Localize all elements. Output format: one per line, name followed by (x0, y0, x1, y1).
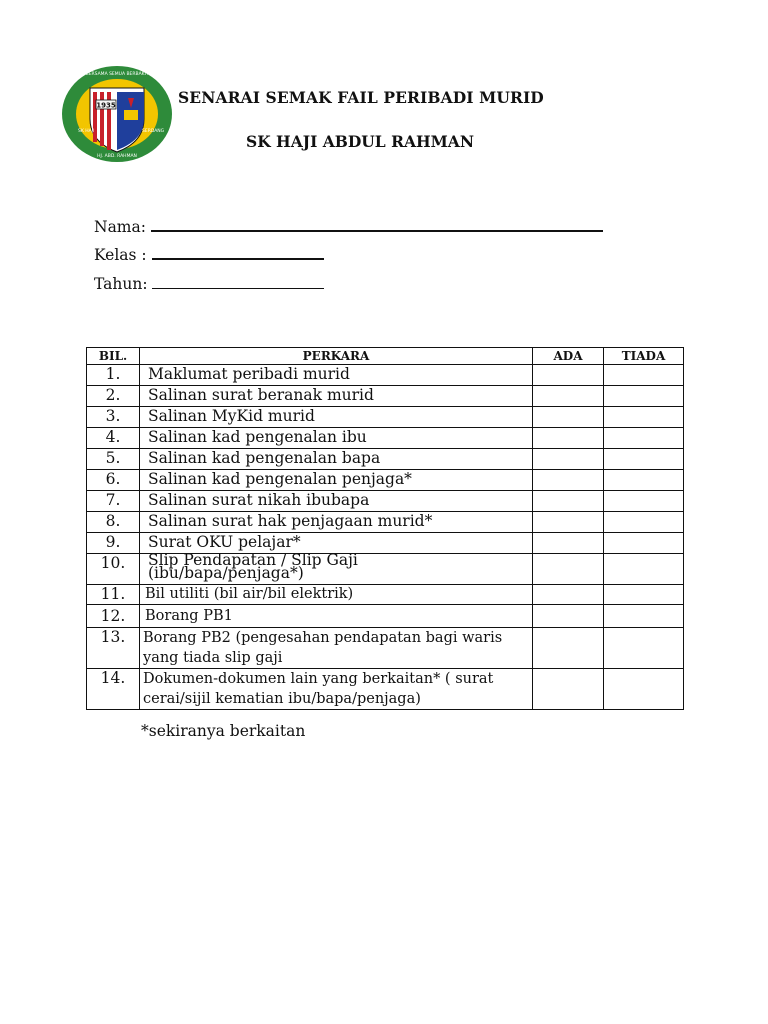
table-row (87, 491, 684, 512)
tiada-cell[interactable] (604, 628, 684, 669)
tiada-cell[interactable] (604, 512, 684, 533)
row-bil: 2. (87, 386, 140, 407)
header-tiada: TIADA (604, 348, 684, 365)
nama-input-line[interactable] (151, 218, 603, 232)
tiada-cell[interactable] (604, 386, 684, 407)
tahun-field (94, 275, 324, 293)
table-row (87, 554, 684, 585)
ada-cell[interactable] (533, 533, 604, 554)
ada-cell[interactable] (533, 407, 604, 428)
ada-cell[interactable] (533, 512, 604, 533)
table-row (87, 365, 684, 386)
row-bil: 8. (87, 512, 140, 533)
row-perkara: Borang PB2 (pengesahan pendapatan bagi waris yang tiada slip gaji (140, 628, 533, 669)
row-bil: 13. (87, 628, 140, 669)
row-perkara: Salinan surat hak penjagaan murid* (140, 512, 533, 533)
row-perkara: Salinan kad pengenalan bapa (140, 449, 533, 470)
tiada-cell[interactable] (604, 605, 684, 628)
row-bil: 1. (87, 365, 140, 386)
logo-ring-right: SERDANG (142, 129, 165, 134)
ada-cell[interactable] (533, 554, 604, 585)
ada-cell[interactable] (533, 386, 604, 407)
tiada-cell[interactable] (604, 585, 684, 605)
tiada-cell[interactable] (604, 554, 684, 585)
table-row (87, 585, 684, 605)
ada-cell[interactable] (533, 365, 604, 386)
header-perkara: PERKARA (140, 348, 533, 365)
school-crest-logo (60, 64, 174, 164)
logo-year: 1935 (96, 101, 116, 110)
table-row (87, 669, 684, 710)
ada-cell[interactable] (533, 585, 604, 605)
row-bil: 6. (87, 470, 140, 491)
table-row (87, 512, 684, 533)
logo-ring-left: SK HAJI (78, 129, 95, 134)
nama-label: Nama: (94, 218, 146, 236)
nama-field (94, 218, 603, 236)
table-row (87, 407, 684, 428)
document-title: SENARAI SEMAK FAIL PERIBADI MURID (178, 88, 544, 107)
tiada-cell[interactable] (604, 428, 684, 449)
table-header-row (87, 348, 684, 365)
table-row (87, 386, 684, 407)
row-bil: 3. (87, 407, 140, 428)
tiada-cell[interactable] (604, 365, 684, 386)
table-row (87, 428, 684, 449)
logo-motto: BERSAMA SEMUA BERBAKTI (85, 72, 149, 77)
tiada-cell[interactable] (604, 491, 684, 512)
footnote: *sekiranya berkaitan (141, 722, 306, 740)
row-bil: 14. (87, 669, 140, 710)
tiada-cell[interactable] (604, 470, 684, 491)
table-row (87, 628, 684, 669)
row-bil: 12. (87, 605, 140, 628)
tahun-label: Tahun: (94, 275, 148, 293)
row-bil: 11. (87, 585, 140, 605)
row-bil: 5. (87, 449, 140, 470)
tiada-cell[interactable] (604, 407, 684, 428)
header-bil: BIL. (87, 348, 140, 365)
row-bil: 10. (87, 554, 140, 585)
kelas-field (94, 246, 324, 264)
kelas-input-line[interactable] (152, 246, 324, 260)
tiada-cell[interactable] (604, 449, 684, 470)
ada-cell[interactable] (533, 491, 604, 512)
row-perkara: Salinan kad pengenalan penjaga* (140, 470, 533, 491)
ada-cell[interactable] (533, 470, 604, 491)
row-perkara: Dokumen-dokumen lain yang berkaitan* ( surat cerai/sijil kematian ibu/bapa/penjaga) (140, 669, 533, 710)
ada-cell[interactable] (533, 605, 604, 628)
table-row (87, 449, 684, 470)
row-perkara: Salinan surat nikah ibubapa (140, 491, 533, 512)
row-perkara: Slip Pendapatan / Slip Gaji (ibu/bapa/penjaga*) (140, 554, 533, 585)
row-bil: 4. (87, 428, 140, 449)
row-perkara: Bil utiliti (bil air/bil elektrik) (140, 585, 533, 605)
row-perkara: Maklumat peribadi murid (140, 365, 533, 386)
ada-cell[interactable] (533, 428, 604, 449)
tiada-cell[interactable] (604, 533, 684, 554)
table-row (87, 470, 684, 491)
tiada-cell[interactable] (604, 669, 684, 710)
table-row (87, 605, 684, 628)
tahun-input-line[interactable] (152, 276, 324, 289)
row-perkara: Salinan MyKid murid (140, 407, 533, 428)
checklist-table (86, 347, 684, 710)
row-perkara: Borang PB1 (140, 605, 533, 628)
ada-cell[interactable] (533, 669, 604, 710)
row-perkara: Surat OKU pelajar* (140, 533, 533, 554)
ada-cell[interactable] (533, 628, 604, 669)
row-bil: 7. (87, 491, 140, 512)
school-name: SK HAJI ABDUL RAHMAN (246, 132, 474, 151)
header-ada: ADA (533, 348, 604, 365)
kelas-label: Kelas : (94, 246, 147, 264)
ada-cell[interactable] (533, 449, 604, 470)
row-perkara: Salinan surat beranak murid (140, 386, 533, 407)
row-perkara: Salinan kad pengenalan ibu (140, 428, 533, 449)
logo-ring-bottom: HJ. ABD. RAHMAN (97, 154, 137, 159)
row-bil: 9. (87, 533, 140, 554)
